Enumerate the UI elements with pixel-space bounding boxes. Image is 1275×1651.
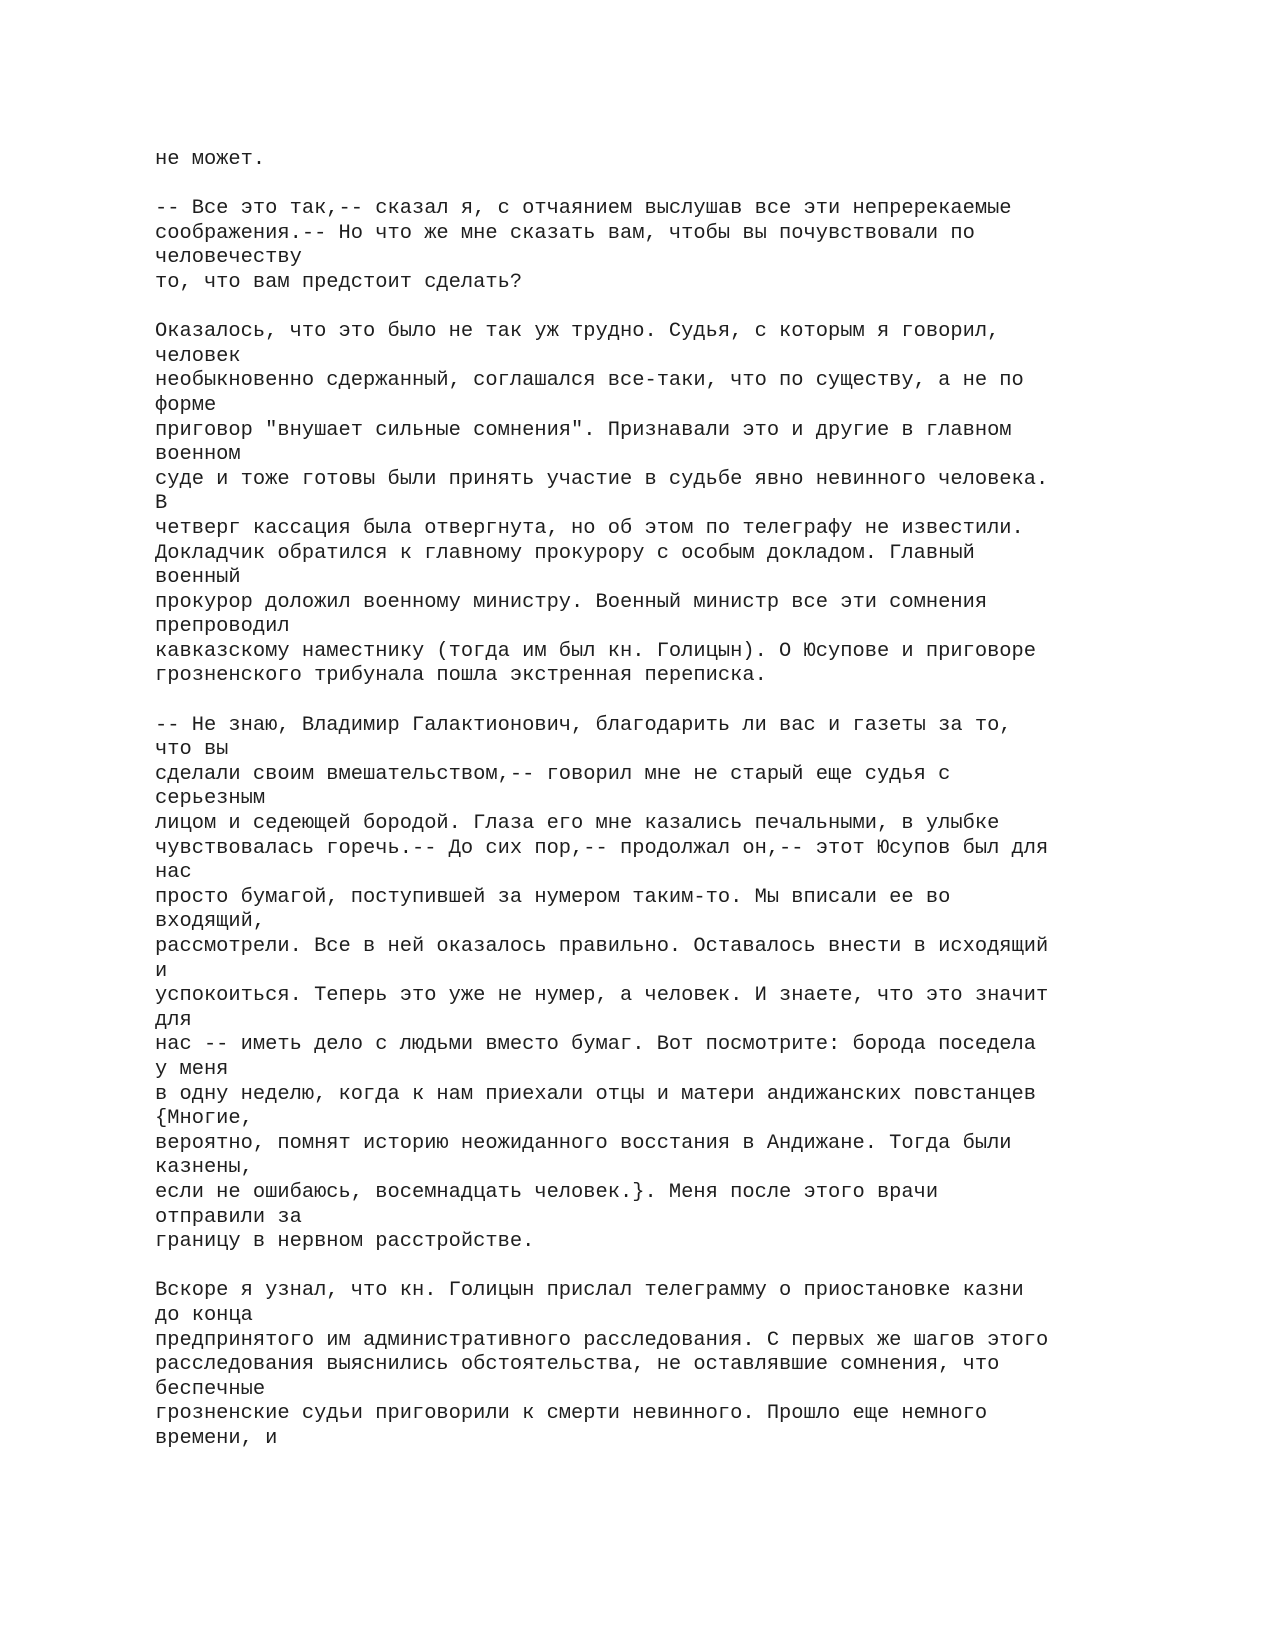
- text-line: человек: [155, 344, 241, 368]
- text-line: нас -- иметь дело с людьми вместо бумаг. Вот посмотрите: борода поседела: [155, 1033, 1037, 1057]
- text-line: расследования выяснились обстоятельства, не оставлявшие сомнения, что: [155, 1353, 1000, 1377]
- text-line: форме: [155, 393, 217, 417]
- blank-line: [155, 689, 1205, 714]
- text-line: чувствовалась горечь.-- До сих пор,-- продолжал он,-- этот Юсупов был для: [155, 836, 1049, 860]
- text-line: казнены,: [155, 1156, 253, 1180]
- text-line: четверг кассация была отвергнута, но об этом по телеграфу не известили.: [155, 516, 1024, 540]
- blank-line: [155, 173, 1205, 198]
- text-line: сделали своим вмешательством,-- говорил мне не старый еще судья с: [155, 762, 951, 786]
- text-line: входящий,: [155, 910, 266, 934]
- text-line: Докладчик обратился к главному прокурору с особым докладом. Главный: [155, 541, 975, 565]
- text-line: грозненские судьи приговорили к смерти невинного. Прошло еще немного: [155, 1402, 988, 1426]
- text-line: то, что вам предстоит сделать?: [155, 270, 523, 294]
- text-line: не может.: [155, 148, 266, 171]
- text-line: просто бумагой, поступившей за нумером таким-то. Мы вписали ее во: [155, 885, 951, 909]
- text-line: препроводил: [155, 615, 290, 639]
- blank-line: [155, 296, 1205, 321]
- text-line: грозненского трибунала пошла экстренная переписка.: [155, 664, 767, 688]
- text-line: границу в нервном расстройстве.: [155, 1230, 535, 1254]
- text-line: Вскоре я узнал, что кн. Голицын прислал телеграмму о приостановке казни: [155, 1279, 1024, 1303]
- text-line: необыкновенно сдержанный, соглашался все-таки, что по существу, а не по: [155, 369, 1024, 393]
- text-line: беспечные: [155, 1377, 266, 1401]
- text-line: военный: [155, 566, 241, 590]
- text-line: {Многие,: [155, 1107, 253, 1131]
- blank-line: [155, 1255, 1205, 1280]
- text-line: вероятно, помнят историю неожиданного восстания в Андижане. Тогда были: [155, 1131, 1012, 1155]
- text-line: в одну неделю, когда к нам приехали отцы и матери андижанских повстанцев: [155, 1082, 1037, 1106]
- text-line: военном: [155, 443, 241, 467]
- text-line: если не ошибаюсь, восемнадцать человек.}. Меня после этого врачи: [155, 1180, 939, 1204]
- text-line: у меня: [155, 1057, 229, 1081]
- text-line: В: [155, 492, 168, 516]
- text-line: Оказалось, что это было не так уж трудно. Судья, с которым я говорил,: [155, 320, 1000, 344]
- text-line: серьезным: [155, 787, 266, 811]
- text-line: отправили за: [155, 1205, 302, 1229]
- text-line: лицом и седеющей бородой. Глаза его мне казались печальными, в улыбке: [155, 812, 1000, 836]
- text-line: предпринятого им административного расследования. С первых же шагов этого: [155, 1328, 1049, 1352]
- text-line: времени, и: [155, 1426, 278, 1450]
- text-line: кавказскому наместнику (тогда им был кн. Голицын). О Юсупове и приговоре: [155, 639, 1037, 663]
- text-line: прокурор доложил военному министру. Военный министр все эти сомнения: [155, 590, 988, 614]
- text-line: -- Все это так,-- сказал я, с отчаянием выслушав все эти непререкаемые: [155, 197, 1012, 221]
- text-line: суде и тоже готовы были принять участие в судьбе явно невинного человека.: [155, 467, 1049, 491]
- text-line: до конца: [155, 1303, 253, 1327]
- text-line: нас: [155, 861, 192, 885]
- text-line: рассмотрели. Все в ней оказалось правильно. Оставалось внести в исходящий: [155, 935, 1049, 958]
- text-line: для: [155, 1008, 192, 1032]
- text-line: что вы: [155, 738, 229, 762]
- text-line: и: [155, 959, 168, 983]
- text-line: -- Не знаю, Владимир Галактионович, благодарить ли вас и газеты за то,: [155, 713, 1012, 737]
- document-page: [155, 148, 1205, 1451]
- text-line: человечеству: [155, 246, 302, 270]
- text-line: соображения.-- Но что же мне сказать вам, чтобы вы почувствовали по: [155, 221, 975, 245]
- text-line: приговор "внушает сильные сомнения". Признавали это и другие в главном: [155, 418, 1012, 442]
- text-line: успокоиться. Теперь это уже не нумер, а человек. И знаете, что это значит: [155, 984, 1049, 1008]
